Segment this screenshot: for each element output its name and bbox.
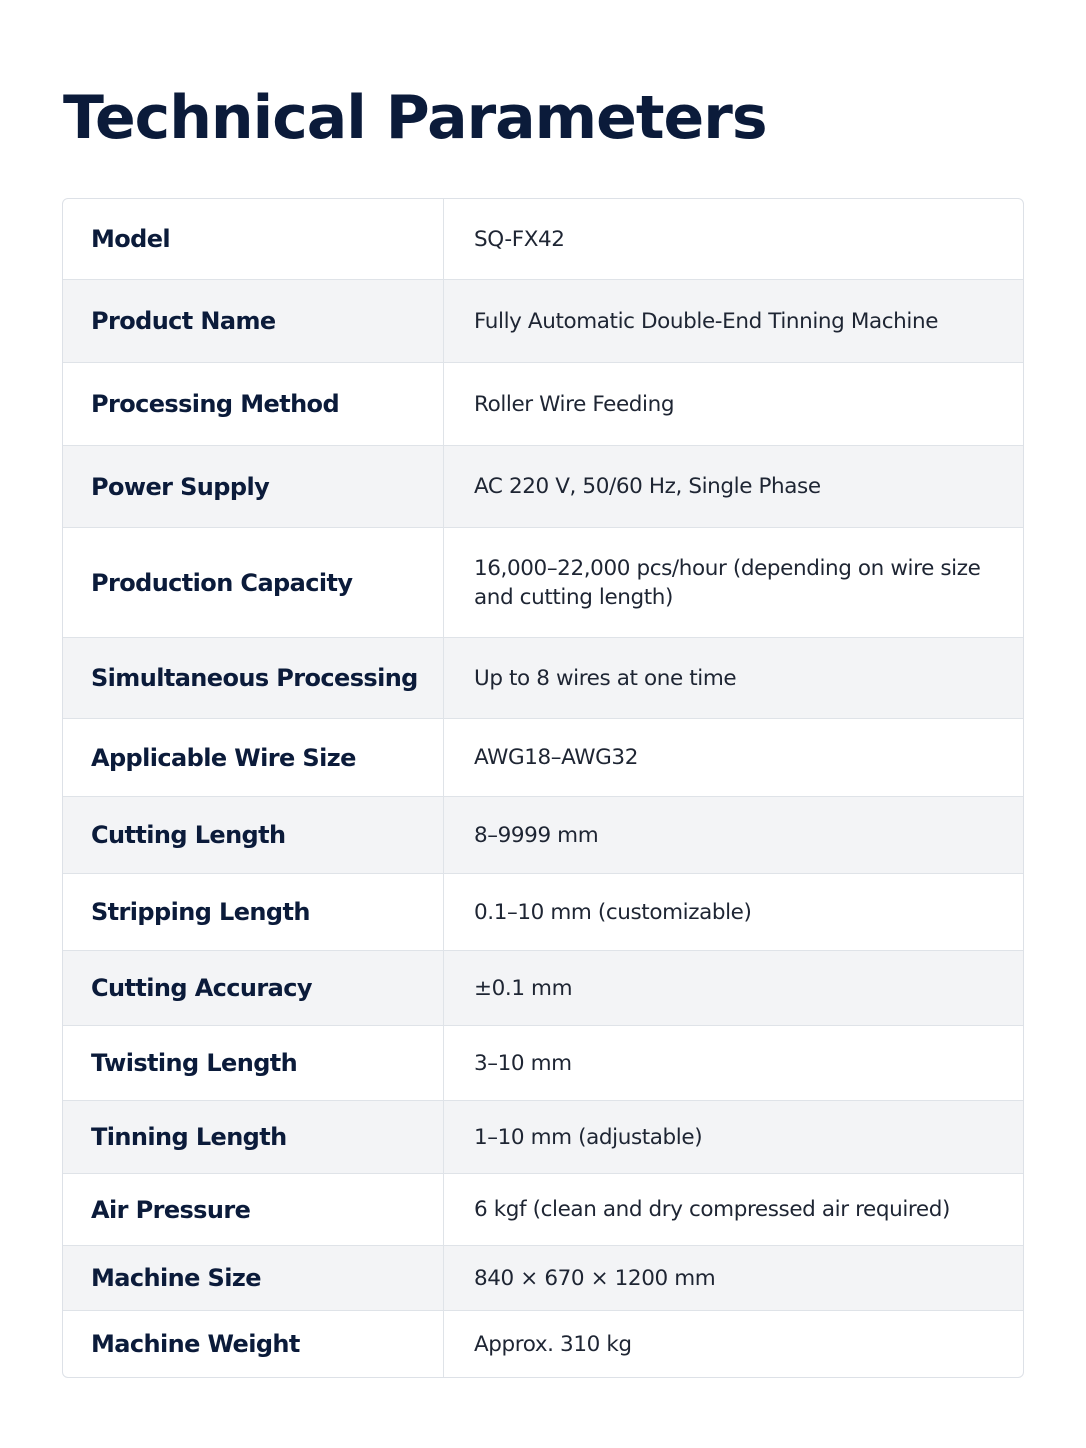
param-label: Applicable Wire Size (63, 719, 444, 796)
param-label: Cutting Length (63, 797, 444, 873)
table-row (63, 445, 1023, 527)
table-row (63, 1025, 1023, 1100)
page-title: Technical Parameters (63, 83, 767, 153)
param-label: Machine Weight (63, 1311, 444, 1377)
table-row (63, 1100, 1023, 1173)
table-row (63, 1173, 1023, 1245)
param-label: Power Supply (63, 446, 444, 527)
table-row (63, 718, 1023, 796)
param-value: Up to 8 wires at one time (474, 665, 737, 691)
table-row (63, 950, 1023, 1025)
param-value: 3–10 mm (474, 1050, 572, 1076)
param-value: 16,000–22,000 pcs/hour (depending on wire size and cutting length) (474, 555, 981, 610)
param-value: 6 kgf (clean and dry compressed air required) (474, 1197, 950, 1222)
param-label: Air Pressure (63, 1174, 444, 1245)
param-value: ±0.1 mm (474, 975, 573, 1001)
param-label: Model (63, 199, 444, 279)
param-value: AWG18–AWG32 (474, 745, 638, 770)
table-row (63, 527, 1023, 637)
param-label: Cutting Accuracy (63, 951, 444, 1025)
param-label: Tinning Length (63, 1101, 444, 1173)
param-value: 1–10 mm (adjustable) (474, 1124, 703, 1150)
param-label: Product Name (63, 280, 444, 362)
param-value: Roller Wire Feeding (474, 391, 675, 417)
table-row (63, 873, 1023, 950)
param-label: Processing Method (63, 363, 444, 445)
table-row (63, 362, 1023, 445)
param-value: Approx. 310 kg (474, 1331, 632, 1357)
param-value: 0.1–10 mm (customizable) (474, 899, 752, 925)
param-value: Fully Automatic Double-End Tinning Machine (474, 308, 939, 334)
param-label: Simultaneous Processing (63, 638, 444, 718)
param-label: Machine Size (63, 1246, 444, 1310)
param-label: Production Capacity (63, 528, 444, 637)
table-row (63, 199, 1023, 279)
table-row (63, 1245, 1023, 1310)
param-label: Stripping Length (63, 874, 444, 950)
param-value: 840 × 670 × 1200 mm (474, 1265, 716, 1291)
param-value: SQ-FX42 (474, 226, 565, 252)
param-value: AC 220 V, 50/60 Hz, Single Phase (474, 474, 821, 499)
param-label: Twisting Length (63, 1026, 444, 1100)
table-row (63, 1310, 1023, 1377)
param-value: 8–9999 mm (474, 822, 599, 848)
table-row (63, 279, 1023, 362)
table-row (63, 796, 1023, 873)
table-row (63, 637, 1023, 718)
parameters-table (62, 198, 1024, 1378)
